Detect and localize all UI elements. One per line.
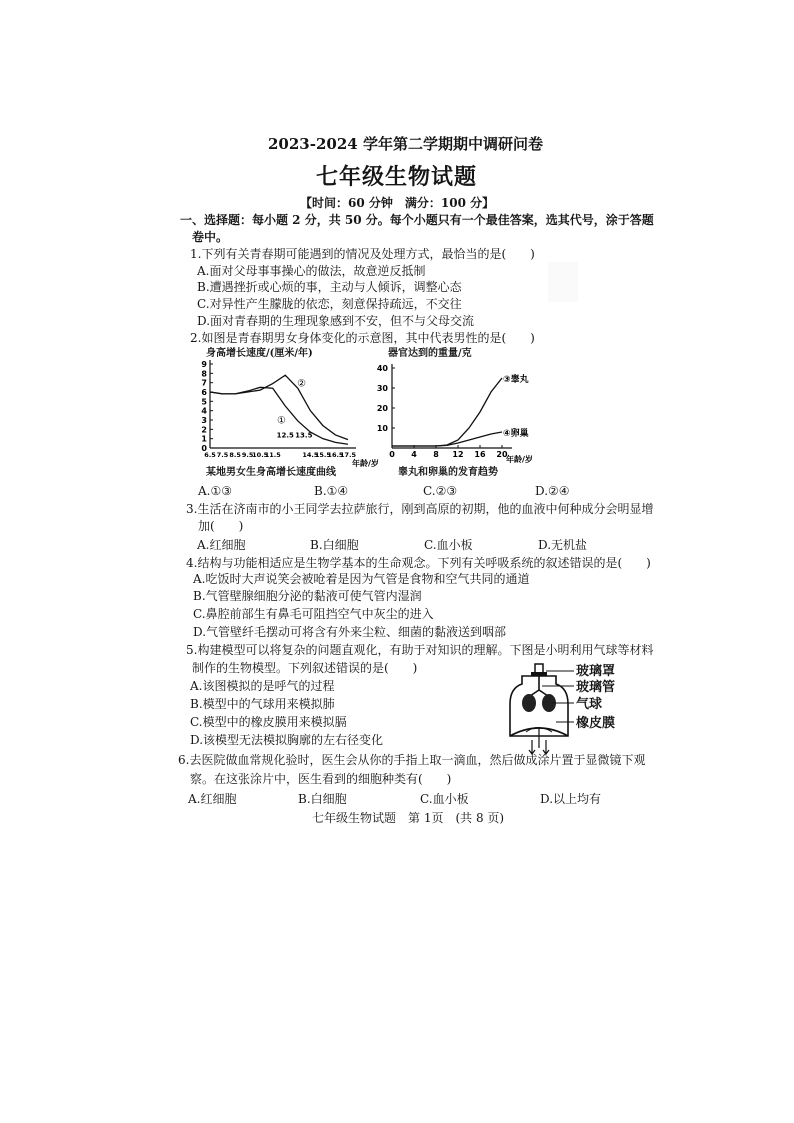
q5-option-c: C.模型中的橡皮膜用来模拟膈: [190, 715, 347, 729]
q4-option-d: D.气管壁纤毛摆动可将含有外来尘粒、细菌的黏液送到咽部: [193, 625, 507, 639]
x-tick-label: 4: [411, 450, 417, 459]
scan-shadow: [548, 262, 578, 302]
x-axis-label: 年龄/岁: [352, 459, 379, 468]
chart1-ylabel: 身高增长速度/(厘米/年): [206, 348, 313, 359]
y-tick-label: 8: [201, 369, 207, 379]
q3-option-c: C.血小板: [424, 538, 473, 552]
y-tick-label: 9: [201, 360, 207, 369]
x-tick-label: 11.5: [264, 451, 281, 459]
x-tick-label: 17.5: [339, 451, 357, 459]
y-tick-label: 2: [201, 425, 207, 435]
series-line: [210, 375, 348, 439]
label-balloon: 气球: [576, 697, 603, 712]
q4-option-a: A.吃饭时大声说笑会被呛着是因为气管是食物和空气共同的通道: [193, 572, 530, 586]
x-tick-label: 20: [496, 450, 508, 459]
q5-stem: 5.构建模型可以将复杂的问题直观化，有助于对知识的理解。下图是小明利用气球等材料: [186, 643, 654, 657]
q1-option-b: B.遭遇挫折或心烦的事，主动与人倾诉，调整心态: [197, 280, 462, 294]
series-line: [392, 432, 502, 446]
q2-option-d: D.②④: [535, 484, 570, 498]
x-tick-label: 8.5: [229, 451, 241, 459]
height-growth-chart: [196, 358, 386, 468]
annotation-13-5: 13.5: [295, 431, 313, 440]
x-tick-label: 6.5: [204, 451, 216, 459]
q6-stem-cont: 察。在这张涂片中，医生看到的细胞种类有( ): [190, 772, 452, 786]
q2-option-a: A.①③: [198, 484, 232, 498]
q1-option-a: A.面对父母事事操心的做法，故意逆反抵制: [197, 264, 426, 278]
x-tick-label: 9.5: [241, 451, 254, 459]
q4-stem: 4.结构与功能相适应是生物学基本的生命观念。下列有关呼吸系统的叙述错误的是( ): [186, 556, 651, 570]
series-label-2: ②: [297, 378, 307, 390]
q3-option-d: D.无机盐: [538, 538, 588, 552]
page-footer: 七年级生物试题 第 1页 (共 8 页): [312, 811, 505, 825]
x-axis-label: 年龄/岁: [506, 455, 533, 464]
section-intro-cont: 卷中。: [192, 230, 229, 244]
y-tick-label: 6: [201, 388, 207, 397]
series-label-1: ①: [277, 415, 286, 427]
q4-option-c: C.鼻腔前部生有鼻毛可阻挡空气中灰尘的进入: [193, 607, 434, 621]
y-tick-label: 4: [201, 406, 207, 416]
series-label-testis: ③睾丸: [503, 375, 529, 385]
chart2-ylabel: 器官达到的重量/克: [388, 348, 472, 359]
q3-stem-cont: 加( ): [198, 519, 244, 533]
x-tick-label: 15.5: [314, 451, 331, 459]
q2-stem: 2.如图是青春期男女身体变化的示意图，其中代表男性的是( ): [190, 331, 535, 345]
q6-stem: 6.去医院做血常规化验时，医生会从你的手指上取一滴血，然后做成涂片置于显微镜下观: [178, 753, 646, 767]
exam-subject-title: 七年级生物试题: [316, 164, 478, 190]
chart1-title: 某地男女生身高增长速度曲线: [206, 467, 336, 478]
q3-option-b: B.白细胞: [310, 538, 359, 552]
chart2-title: 睾丸和卵巢的发育趋势: [398, 467, 498, 478]
q1-stem: 1.下列有关青春期可能遇到的情况及处理方式，最恰当的是( ): [190, 247, 535, 261]
q5-stem-cont: 制作的生物模型。下列叙述错误的是( ): [192, 661, 418, 675]
q3-stem: 3.生活在济南市的小王同学去拉萨旅行，刚到高原的初期，他的血液中何种成分会明显增: [186, 502, 654, 516]
q2-option-b: B.①④: [314, 484, 349, 498]
x-tick-label: 7.5: [216, 451, 229, 459]
y-tick-label: 10: [376, 424, 388, 433]
y-tick-label: 40: [376, 364, 388, 373]
label-rubber-membrane: 橡皮膜: [576, 716, 616, 731]
section-intro: 一、选择题：每小题 2 分，共 50 分。每个小题只有一个最佳答案，选其代号，涂于答题: [180, 213, 654, 227]
exam-term-title: 2023-2024 学年第二学期期中调研问卷: [268, 135, 543, 153]
q4-option-b: B.气管壁腺细胞分泌的黏液可使气管内湿润: [193, 589, 422, 603]
q2-option-c: C.②③: [423, 484, 458, 498]
y-tick-label: 1: [201, 434, 207, 444]
y-tick-label: 7: [201, 378, 207, 388]
x-tick-label: 0: [389, 450, 395, 459]
x-tick-label: 16.5: [327, 451, 344, 459]
q6-option-b: B.白细胞: [298, 792, 347, 806]
x-tick-label: 12: [452, 450, 464, 459]
label-glass-tube: 玻璃管: [576, 680, 616, 695]
x-tick-label: 8: [433, 450, 439, 459]
y-tick-label: 30: [376, 384, 388, 393]
q6-option-d: D.以上均有: [540, 792, 602, 806]
x-tick-label: 16: [474, 450, 486, 459]
q1-option-c: C.对异性产生朦胧的依恋，刻意保持疏远，不交往: [197, 297, 462, 311]
label-bell-jar: 玻璃罩: [576, 664, 616, 679]
q3-option-a: A.红细胞: [197, 538, 246, 552]
bell-jar-leader-lines: [536, 668, 576, 728]
x-tick-label: 14.5: [302, 451, 319, 459]
series-label-ovary: ④卵巢: [503, 429, 529, 439]
x-tick-label: 10.5: [252, 451, 269, 459]
y-tick-label: 20: [376, 404, 388, 413]
y-tick-label: 3: [201, 416, 207, 425]
q5-option-d: D.该模型无法模拟胸廓的左右径变化: [190, 733, 384, 747]
y-tick-label: 0: [201, 444, 207, 453]
q1-option-d: D.面对青春期的生理现象感到不安，但不与父母交流: [197, 314, 475, 328]
q5-option-b: B.模型中的气球用来模拟肺: [190, 697, 335, 711]
organ-weight-chart: [362, 358, 542, 468]
q6-option-c: C.血小板: [420, 792, 469, 806]
q5-option-a: A.该图模拟的是呼气的过程: [190, 679, 335, 693]
y-tick-label: 5: [201, 397, 207, 407]
q6-option-a: A.红细胞: [188, 792, 237, 806]
annotation-12-5: 12.5: [276, 431, 294, 440]
exam-time-score: 【时间：60 分钟 满分：100 分】: [300, 196, 495, 210]
